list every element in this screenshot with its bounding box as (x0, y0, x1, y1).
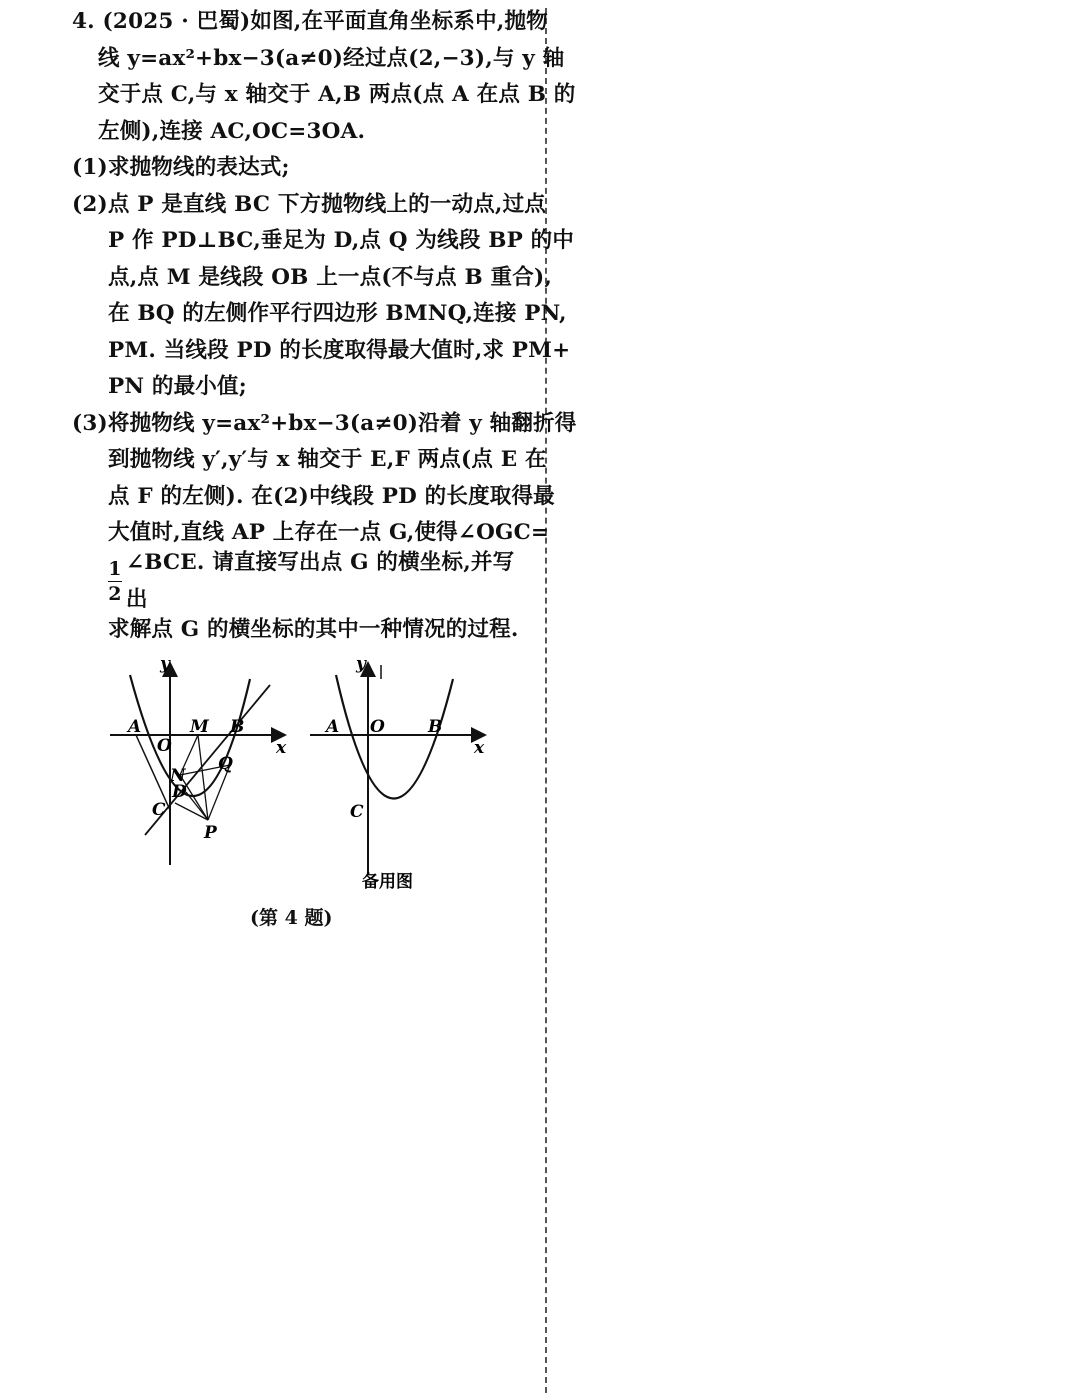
part2-line: P 作 PD⊥BC,垂足为 D,点 Q 为线段 BP 的中 (108, 228, 575, 253)
problem-text (72, 4, 577, 648)
label-o: O (157, 736, 172, 756)
label-x: x (276, 738, 287, 758)
part1-line: (1)求抛物线的表达式; (72, 155, 290, 180)
label-n: N (170, 766, 186, 786)
label-p: P (204, 823, 217, 843)
label-c: C (152, 800, 166, 820)
part3-line: ∠BCE. 请直接写出点 G 的横坐标,并写出 (126, 550, 515, 612)
figure-1 (110, 655, 287, 865)
label-c: C (350, 802, 364, 822)
figure-caption: (第 4 题) (250, 907, 333, 929)
label-b: B (230, 717, 245, 737)
label-a: A (128, 717, 142, 737)
stem-line: 如图,在平面直角坐标系中,抛物 (250, 9, 548, 34)
label-o: O (370, 717, 385, 737)
part2-line: 在 BQ 的左侧作平行四边形 BMNQ,连接 PN, (108, 301, 567, 326)
stem-line: 线 y=ax²+bx−3(a≠0)经过点(2,−3),与 y 轴 (98, 45, 565, 71)
label-a: A (326, 717, 340, 737)
label-y: y (356, 655, 366, 674)
part3-line: 到抛物线 y′,y′与 x 轴交于 E,F 两点(点 E 在 (108, 447, 547, 472)
problem-number: 4. (72, 9, 95, 34)
fraction-line (72, 552, 530, 612)
part2-line: PN 的最小值; (108, 374, 247, 399)
label-q: Q (218, 754, 233, 774)
figure-2 (310, 655, 485, 892)
label-d: D (172, 782, 187, 802)
part3-line: 点 F 的左侧). 在(2)中线段 PD 的长度取得最 (108, 483, 555, 509)
label-x: x (474, 738, 485, 758)
label-b: B (428, 717, 443, 737)
part2-line: (2)点 P 是直线 BC 下方抛物线上的一动点,过点 (72, 191, 546, 217)
part3-line: 大值时,直线 AP 上存在一点 G,使得∠OGC= (108, 520, 550, 545)
part3-line: 求解点 G 的横坐标的其中一种情况的过程. (108, 616, 519, 642)
one-half-fraction (108, 559, 122, 604)
stem-line: 左侧),连接 AC,OC=3OA. (98, 118, 366, 144)
part2-line: PM. 当线段 PD 的长度取得最大值时,求 PM+ (108, 337, 571, 363)
figures-svg (100, 655, 500, 895)
fraction-denominator: 2 (108, 583, 122, 605)
part2-line: 点,点 M 是线段 OB 上一点(不与点 B 重合), (108, 264, 552, 290)
backup-figure-caption: 备用图 (362, 872, 413, 892)
label-y: y (160, 655, 170, 674)
part3-line: (3)将抛物线 y=ax²+bx−3(a≠0)沿着 y 轴翻折得 (72, 410, 577, 436)
problem-line-1 (72, 4, 548, 41)
problem-source: (2025 · 巴蜀) (102, 9, 251, 34)
stem-line: 交于点 C,与 x 轴交于 A,B 两点(点 A 在点 B 的 (98, 82, 576, 107)
label-m: M (190, 717, 209, 737)
fraction-bar (108, 581, 122, 582)
fraction-numerator: 1 (108, 558, 122, 580)
